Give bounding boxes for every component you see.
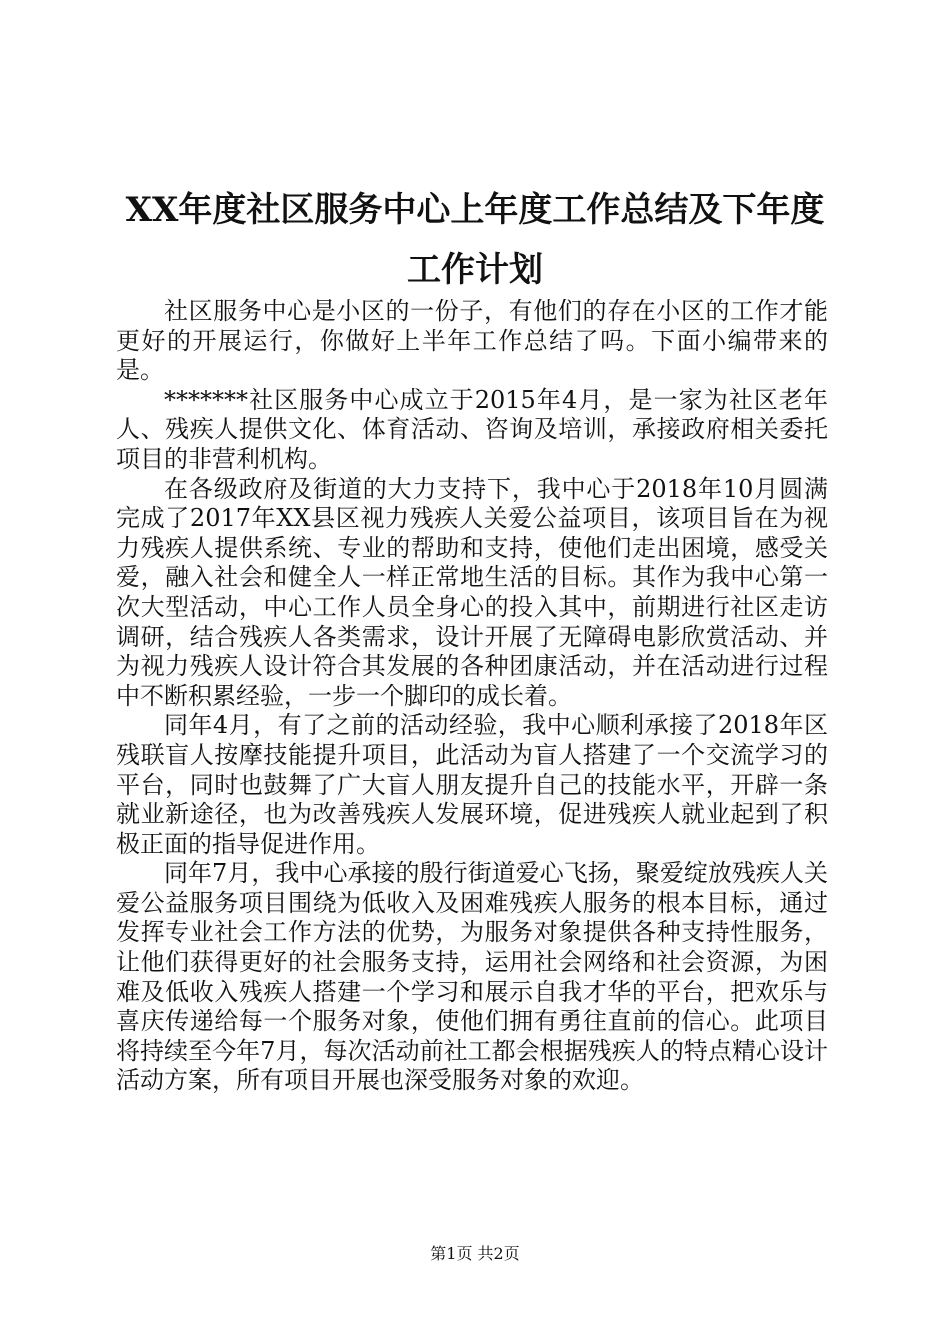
paragraph-intro: 社区服务中心是小区的一份子，有他们的存在小区的工作才能更好的开展运行，你做好上半年工作总结了吗。下面小编带来的是。 xyxy=(116,297,828,385)
document-title: XX年度社区服务中心上年度工作总结及下年度工作计划 xyxy=(125,190,825,290)
paragraph-massage-project: 同年4月，有了之前的活动经验，我中心顺利承接了2018年区残联盲人按摩技能提升项目，此活动为盲人搭建了一个交流学习的平台，同时也鼓舞了广大盲人朋友提升自己的技能水平，开辟一条就业新途径，也为改善残疾人发展环境，促进残疾人就业起到了积极正面的指导促进作用。 xyxy=(116,711,828,858)
document-body xyxy=(116,297,828,1096)
page-number-footer: 第1页 共2页 xyxy=(430,1244,520,1263)
paragraph-vision-project: 在各级政府及街道的大力支持下，我中心于2018年10月圆满完成了2017年XX县区视力残疾人关爱公益项目，该项目旨在为视力残疾人提供系统、专业的帮助和支持，使他们走出困境，感受关爱，融入社会和健全人一样正常地生活的目标。其作为我中心第一次大型活动，中心工作人员全身心的投入其中，前期进行社区走访调研，结合残疾人各类需求，设计开展了无障碍电影欣赏活动、并为视力残疾人设计符合其发展的各种团康活动，并在活动进行过程中不断积累经验，一步一个脚印的成长着。 xyxy=(116,474,828,710)
paragraph-founding: *******社区服务中心成立于2015年4月，是一家为社区老年人、残疾人提供文化、体育活动、咨询及培训，承接政府相关委托项目的非营利机构。 xyxy=(116,385,828,473)
paragraph-care-project: 同年7月，我中心承接的殷行街道爱心飞扬，聚爱绽放残疾人关爱公益服务项目围绕为低收入及困难残疾人服务的根本目标，通过发挥专业社会工作方法的优势，为服务对象提供各种支持性服务，让他们获得更好的社会服务支持，运用社会网络和社会资源，为困难及低收入残疾人搭建一个学习和展示自我才华的平台，把欢乐与喜庆传递给每一个服务对象，使他们拥有勇往直前的信心。此项目将持续至今年7月，每次活动前社工都会根据残疾人的特点精心设计活动方案，所有项目开展也深受服务对象的欢迎。 xyxy=(116,859,828,1095)
